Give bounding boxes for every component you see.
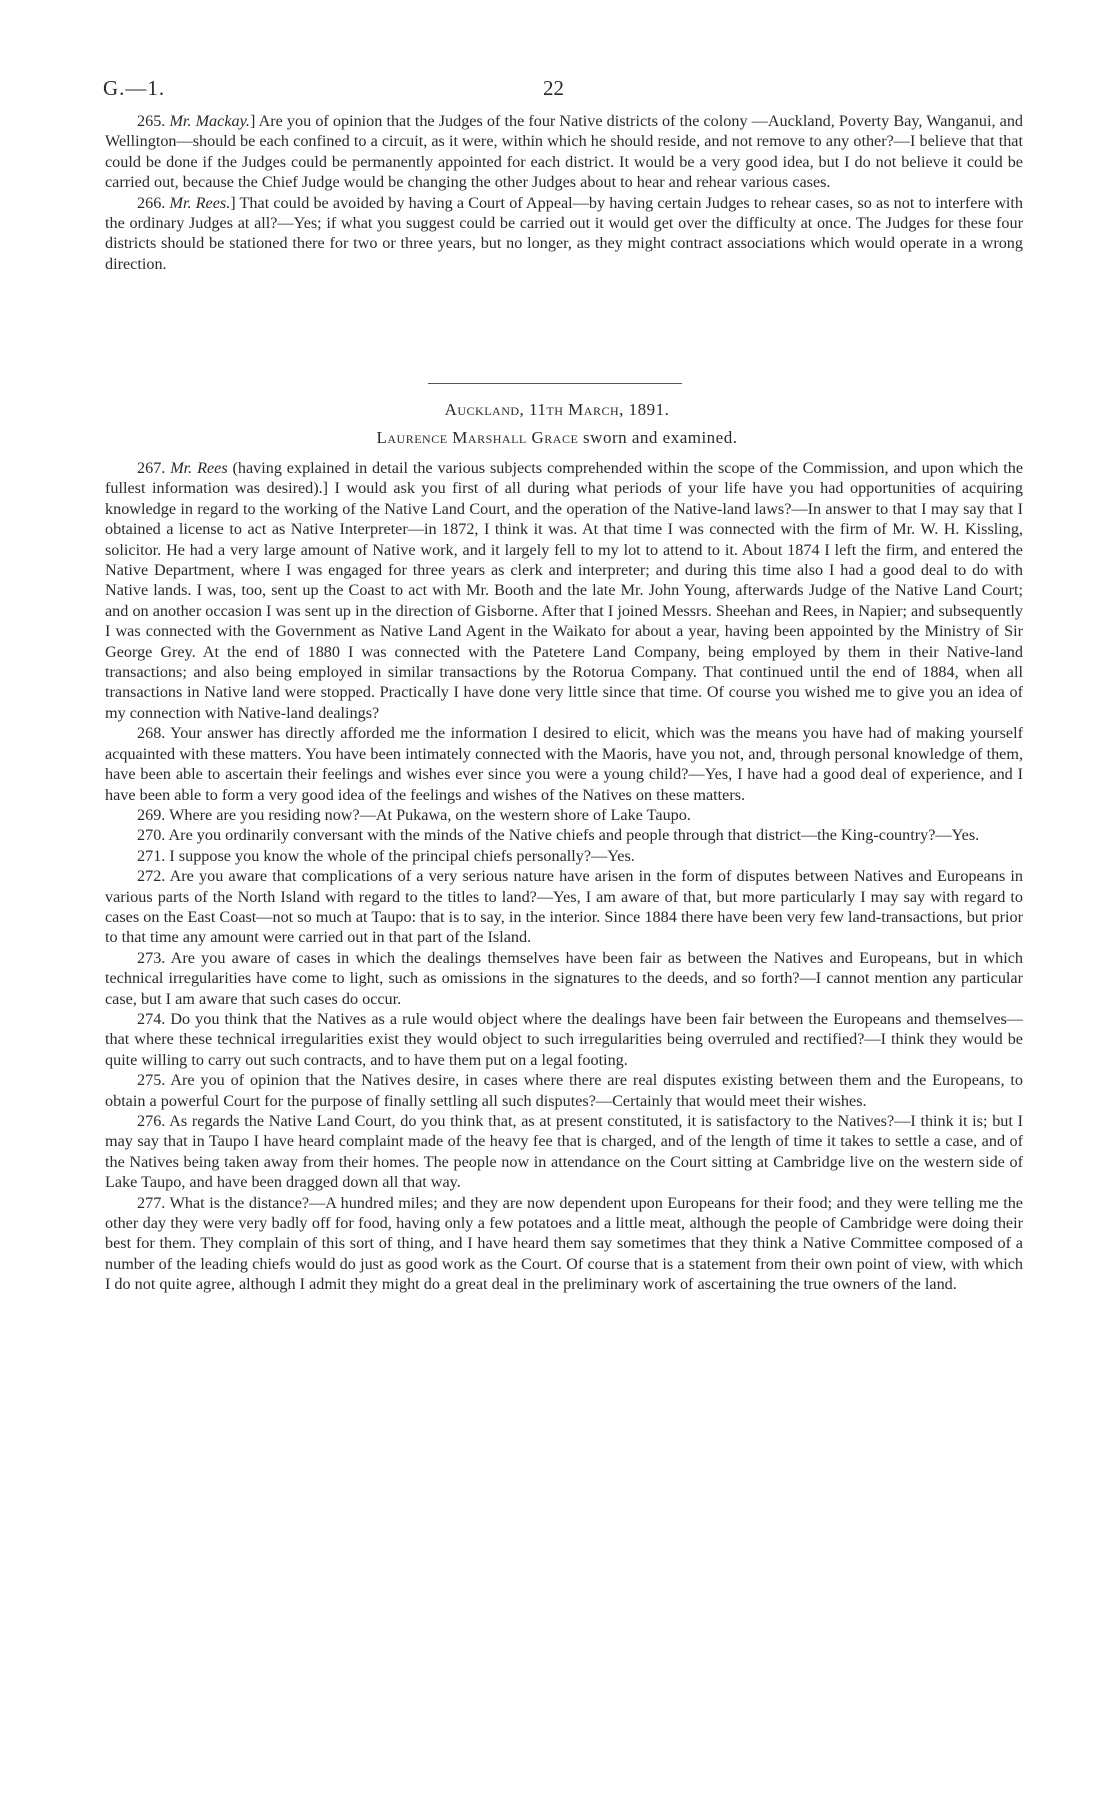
question-number: 274. (137, 1009, 166, 1028)
testimony-paragraph (105, 1070, 1023, 1111)
witness-status: sworn and examined. (583, 428, 738, 447)
paragraph-text: Are you aware of cases in which the dealings themselves have been fair as between the Natives and Europeans, but in which technical irregularities have come to light, such as omissions in the signatures to the deeds, and so forth?—I cannot mention any particular case, but I am aware that such cases do occur. (105, 948, 1023, 1008)
paragraph-text: ] That could be avoided by having a Court of Appeal—by having certain Judges to rehear cases, so as not to interfere with the ordinary Judges at all?—Yes; if what you suggest could be carried out it would get over the difficulty at once. The Judges for these four districts should be stationed there for two or three years, but no longer, as they might contract associations which would operate in a wrong direction. (105, 193, 1023, 273)
page-number: 22 (543, 76, 564, 100)
speaker-name: Mr. Rees (170, 459, 228, 477)
series-code: G.—1. (103, 76, 166, 100)
testimony-paragraph (105, 1111, 1023, 1193)
paragraph-text: I suppose you know the whole of the principal chiefs personally?—Yes. (169, 846, 635, 865)
question-number: 272. (137, 867, 166, 886)
section-divider (428, 383, 682, 384)
testimony-paragraph (105, 805, 1023, 825)
testimony-paragraph (105, 1009, 1023, 1070)
testimony-paragraph (105, 111, 1023, 193)
paragraph-text: Do you think that the Natives as a rule would object where the dealings have been fair between the Europeans and themselves—that where these technical irregularities exist they would object to such irregularities being overruled and rectified?—I think they would be quite willing to carry out such contracts, and to have them put on a legal footing. (105, 1009, 1023, 1069)
question-number: 270. (137, 826, 166, 845)
question-number: 269. (137, 805, 166, 824)
testimony-block-2 (105, 458, 1023, 1295)
testimony-block-1 (105, 111, 1023, 274)
question-number: 268. (137, 724, 166, 743)
paragraph-text: Where are you residing now?—At Pukawa, on the western shore of Lake Taupo. (169, 805, 691, 824)
testimony-paragraph (105, 723, 1023, 805)
place-date-heading: Auckland, 11th March, 1891. (444, 400, 670, 419)
testimony-paragraph (105, 866, 1023, 948)
testimony-paragraph (105, 458, 1023, 723)
question-number: 273. (137, 948, 166, 967)
paragraph-text: Are you ordinarily conversant with the minds of the Native chiefs and people through that district—the King-country?—Yes. (168, 826, 980, 845)
speaker-name: Mr. Mackay. (169, 112, 250, 130)
testimony-paragraph (105, 193, 1023, 275)
paragraph-text: As regards the Native Land Court, do you think that, as at present constituted, it is satisfactory to the Natives?—I think it is; but I may say that in Taupo I have heard complaint made of the heavy fee that is charged, and of the length of time it takes to settle a case, and of the Natives being taken away from their homes. The people now in attendance on the Court sitting at Cambridge live on the western side of Lake Taupo, and have been dragged down all that way. (105, 1112, 1023, 1192)
paragraph-text: Are you aware that complications of a very serious nature have arisen in the form of disputes between Natives and Europeans in various parts of the North Island with regard to the titles to land?—Yes, I am aware of that, but more particularly I may say with regard to cases on the East Coast—not so much at Taupo: that is to say, in the interior. Since 1884 there have been very few land-transactions, but prior to that time any amount were carried out in that part of the Island. (105, 867, 1024, 947)
testimony-paragraph (105, 1193, 1023, 1295)
paragraph-text: (having explained in detail the various subjects comprehended within the scope of the Commission, and upon which the fullest information was desired).] I would ask you first of all during what periods of your life have you had opportunities of acquiring knowledge in regard to the working of the Native Land Court, and the operation of the Native-land laws?—In answer to that I may say that I obtained a license to act as Native Interpreter—in 1872, I think it was. At that time I was connected with the firm of Mr. W. H. Kissling, solicitor. He had a very large amount of Native work, and it largely fell to my lot to attend to it. About 1874 I left the firm, and entered the Native Department, where I was engaged for three years as clerk and interpreter; and during this time also I had a good deal to do with Native lands. I was, too, sent up the Coast to act with Mr. Booth and the late Mr. John Young, afterwards Judge of the Native Land Court; and on another occasion I was sent up in the direction of Gisborne. After that I joined Messrs. Sheehan and Rees, in Napier; and subsequently I was connected with the Government as Native Land Agent in the Waikato for about a year, having been appointed by the Ministry of Sir George Grey. At the end of 1880 I was connected with the Patetere Land Company, being employed by them in their Native-land transactions; and also being employed in similar transactions by the Rotorua Company. That continued until the end of 1884, when all transactions in Native land were stopped. Practically I have done very little since that time. Of course you wished me to give you an idea of my connection with Native-land dealings? (105, 459, 1024, 722)
question-number: 266. (137, 193, 166, 212)
paragraph-text: Your answer has directly afforded me the information I desired to elicit, which was the means you have had of making yourself acquainted with these matters. You have been intimately connected with the Maoris, have you not, and, through personal knowledge of them, have been able to ascertain their feelings and wishes ever since you were a young child?—Yes, I have had a good deal of experience, and I have been able to form a very good idea of the feelings and wishes of the Natives on these matters. (105, 724, 1023, 804)
testimony-paragraph (105, 846, 1023, 866)
speaker-name: Mr. Rees. (169, 193, 231, 212)
question-number: 276. (137, 1112, 166, 1130)
paragraph-text: What is the distance?—A hundred miles; and they are now dependent upon Europeans for their food; and they were telling me the other day they were very badly off for food, having only a few potatoes and a little meat, although the people of Cambridge were doing their best for them. They complain of this sort of thing, and I have heard them say sometimes that they think a Native Committee composed of a number of the leading chiefs would do just as good work as the Court. Of course that is a statement from their own point of view, with which I do not quite agree, although I admit they might do a great deal in the preliminary work of ascertaining the true owners of the land. (105, 1193, 1023, 1294)
paragraph-text: Are you of opinion that the Natives desire, in cases where there are real disputes existing between them and the Europeans, to obtain a powerful Court for the purpose of finally settling all such disputes?—Certainly that would meet their wishes. (105, 1071, 1023, 1110)
question-number: 277. (137, 1193, 166, 1212)
testimony-paragraph (105, 948, 1023, 1009)
testimony-paragraph (105, 825, 1023, 845)
question-number: 265. (137, 112, 166, 130)
question-number: 271. (137, 846, 166, 865)
paragraph-text: ] Are you of opinion that the Judges of the four Native districts of the colony —Auckland, Poverty Bay, Wanganui, and Wellington—should be each confined to a circuit, as it were, within which he should reside, and not remove to any other?—I believe that that could be done if the Judges could be permanently appointed for each district. It would be a very good idea, but I do not believe it could be carried out, because the Chief Judge would be changing the other Judges about to hear and rehear various cases. (105, 112, 1024, 192)
question-number: 275. (137, 1071, 166, 1090)
witness-heading (0, 428, 1114, 448)
question-number: 267. (137, 459, 166, 477)
witness-name: Laurence Marshall Grace (376, 428, 579, 447)
